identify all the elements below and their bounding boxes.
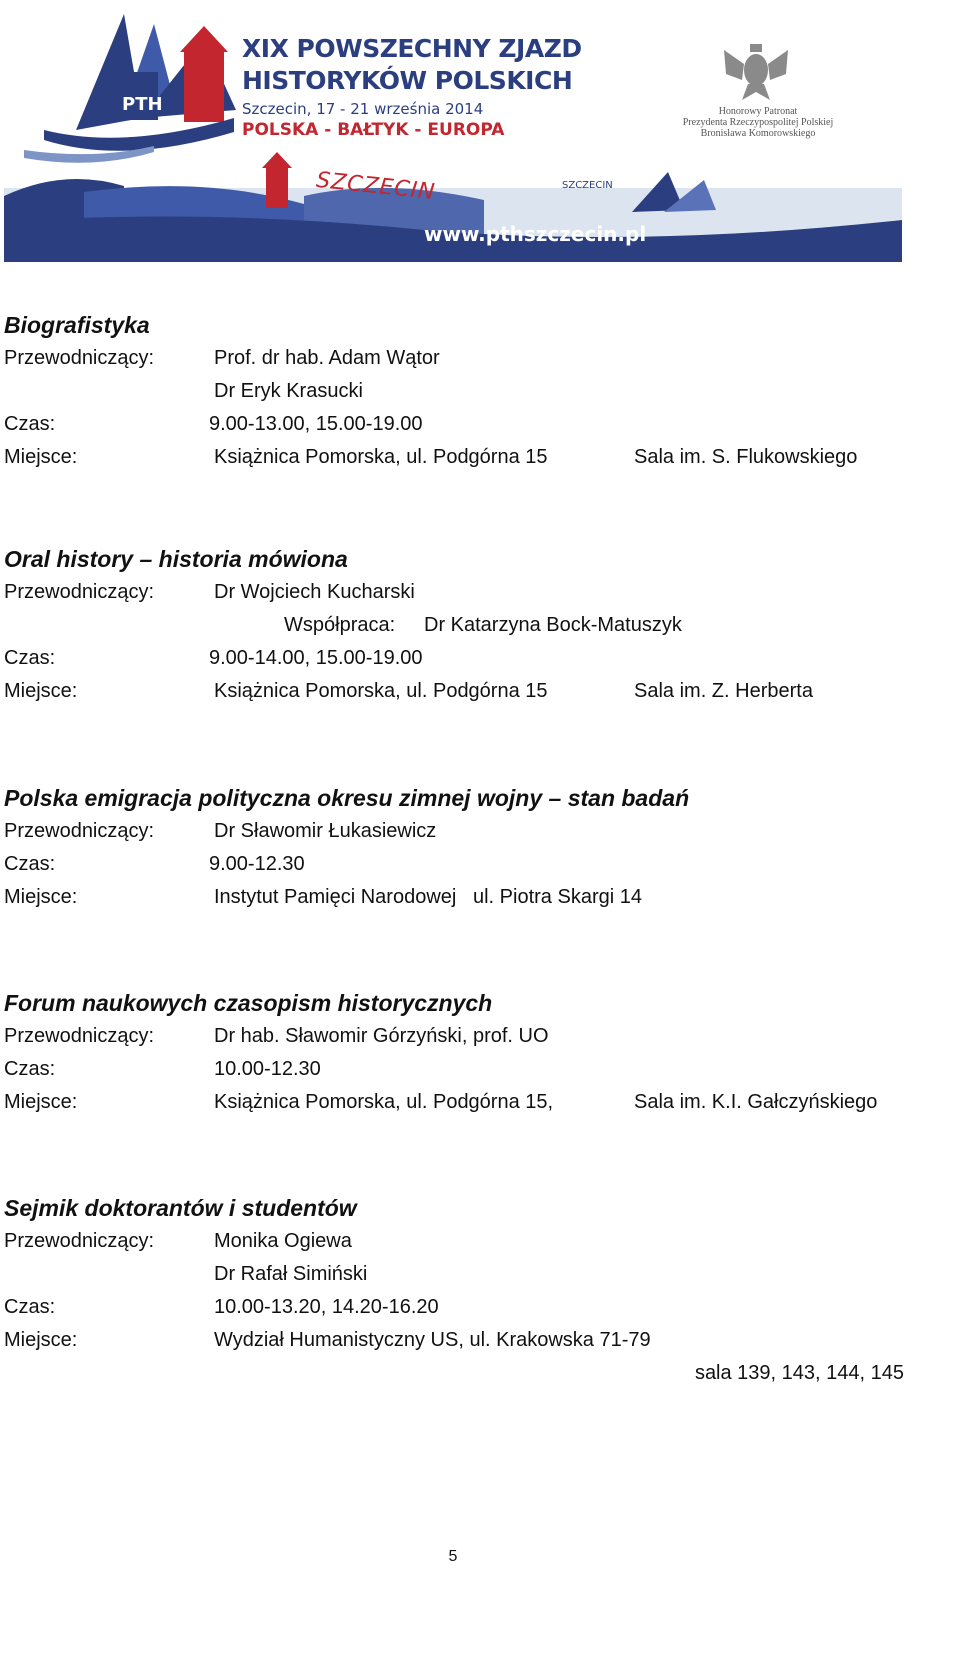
room-value: Sala im. S. Flukowskiego (634, 446, 858, 468)
chair-label: Przewodniczący: (4, 347, 155, 369)
room-value: Sala im. Z. Herberta (634, 680, 813, 702)
congress-title-line1: XIX POWSZECHNY ZJAZD (242, 34, 582, 63)
time-row (4, 408, 944, 441)
place-row (4, 1086, 944, 1119)
time-label: Czas: (4, 413, 56, 435)
place-row (4, 675, 944, 708)
time-row (4, 642, 944, 675)
chair-row (4, 815, 944, 848)
time-label: Czas: (4, 853, 56, 875)
chair-label: Przewodniczący: (4, 820, 155, 842)
chair-row (4, 375, 944, 408)
session-forum-czasopism (4, 986, 944, 1119)
session-title: Biografistyka (4, 312, 150, 338)
city-label: SZCZECIN (315, 167, 437, 206)
chair-name: Prof. dr hab. Adam Wątor (214, 347, 440, 369)
session-title: Polska emigracja polityczna okresu zimnej wojny – stan badań (4, 785, 690, 811)
chair-name: Dr hab. Sławomir Górzyński, prof. UO (214, 1025, 549, 1047)
header-banner (4, 0, 902, 262)
place-value: Wydział Humanistyczny US, ul. Krakowska 71-79 (214, 1329, 651, 1351)
congress-subtitle: POLSKA - BAŁTYK - EUROPA (242, 120, 505, 140)
website-url: www.pthszczecin.pl (424, 222, 647, 246)
time-value: 9.00-14.00, 15.00-19.00 (209, 647, 423, 669)
time-label: Czas: (4, 1058, 56, 1080)
chair-row (4, 1225, 944, 1258)
session-oral-history (4, 542, 944, 708)
chair-row (4, 342, 944, 375)
session-biografistyka (4, 308, 944, 474)
chair-name: Monika Ogiewa (214, 1230, 352, 1252)
time-value: 10.00-13.20, 14.20-16.20 (214, 1296, 439, 1318)
cooperation-label: Współpraca: (284, 614, 396, 636)
cooperation-name: Dr Katarzyna Bock-Matuszyk (424, 614, 682, 636)
chair-label: Przewodniczący: (4, 581, 155, 603)
session-sejmik-doktorantow (4, 1191, 944, 1390)
session-title: Oral history – historia mówiona (4, 546, 348, 572)
chair-name: Dr Eryk Krasucki (214, 380, 363, 402)
time-value: 10.00-12.30 (214, 1058, 321, 1080)
time-value: 9.00-13.00, 15.00-19.00 (209, 413, 423, 435)
time-row (4, 1053, 944, 1086)
chair-row (4, 576, 944, 609)
chair-label: Przewodniczący: (4, 1230, 155, 1252)
session-polska-emigracja (4, 781, 944, 914)
congress-title-line2: HISTORYKÓW POLSKICH (242, 66, 573, 95)
place-label: Miejsce: (4, 446, 78, 468)
chair-label: Przewodniczący: (4, 1025, 155, 1047)
time-row (4, 848, 944, 881)
place-label: Miejsce: (4, 1329, 78, 1351)
chair-name: Dr Wojciech Kucharski (214, 581, 415, 603)
place-value: Książnica Pomorska, ul. Podgórna 15 (214, 446, 548, 468)
congress-dates: Szczecin, 17 - 21 września 2014 (242, 100, 484, 118)
room-value: sala 139, 143, 144, 145 (694, 1362, 904, 1384)
patronage-note (668, 106, 848, 139)
place-value: Instytut Pamięci Narodowej ul. Piotra Skargi 14 (214, 886, 642, 908)
place-label: Miejsce: (4, 680, 78, 702)
cooperation-row (4, 609, 944, 642)
patronage-line3: Bronisława Komorowskiego (700, 128, 816, 139)
place-row (4, 881, 944, 914)
place-value: Książnica Pomorska, ul. Podgórna 15 (214, 680, 548, 702)
chair-row (4, 1020, 944, 1053)
time-value: 9.00-12.30 (209, 853, 305, 875)
page-number: 5 (448, 1548, 458, 1565)
chair-row (4, 1258, 944, 1291)
session-title: Sejmik doktorantów i studentów (4, 1195, 357, 1221)
time-label: Czas: (4, 647, 56, 669)
place-row (4, 441, 944, 474)
session-title: Forum naukowych czasopism historycznych (4, 990, 493, 1016)
patronage-line2: Prezydenta Rzeczypospolitej Polskiej (682, 117, 834, 128)
place-value: Książnica Pomorska, ul. Podgórna 15, (214, 1091, 554, 1113)
patronage-line1: Honorowy Patronat (718, 106, 798, 117)
place-row (4, 1324, 944, 1357)
chair-name: Dr Rafał Simiński (214, 1263, 368, 1285)
svg-text:PTH: PTH (122, 94, 163, 115)
time-label: Czas: (4, 1296, 56, 1318)
city-label-small: SZCZECIN (562, 180, 613, 191)
time-row (4, 1291, 944, 1324)
place-label: Miejsce: (4, 886, 78, 908)
chair-name: Dr Sławomir Łukasiewicz (214, 820, 437, 842)
room-value: Sala im. K.I. Gałczyńskiego (634, 1091, 878, 1113)
place-label: Miejsce: (4, 1091, 78, 1113)
room-row (4, 1357, 944, 1390)
